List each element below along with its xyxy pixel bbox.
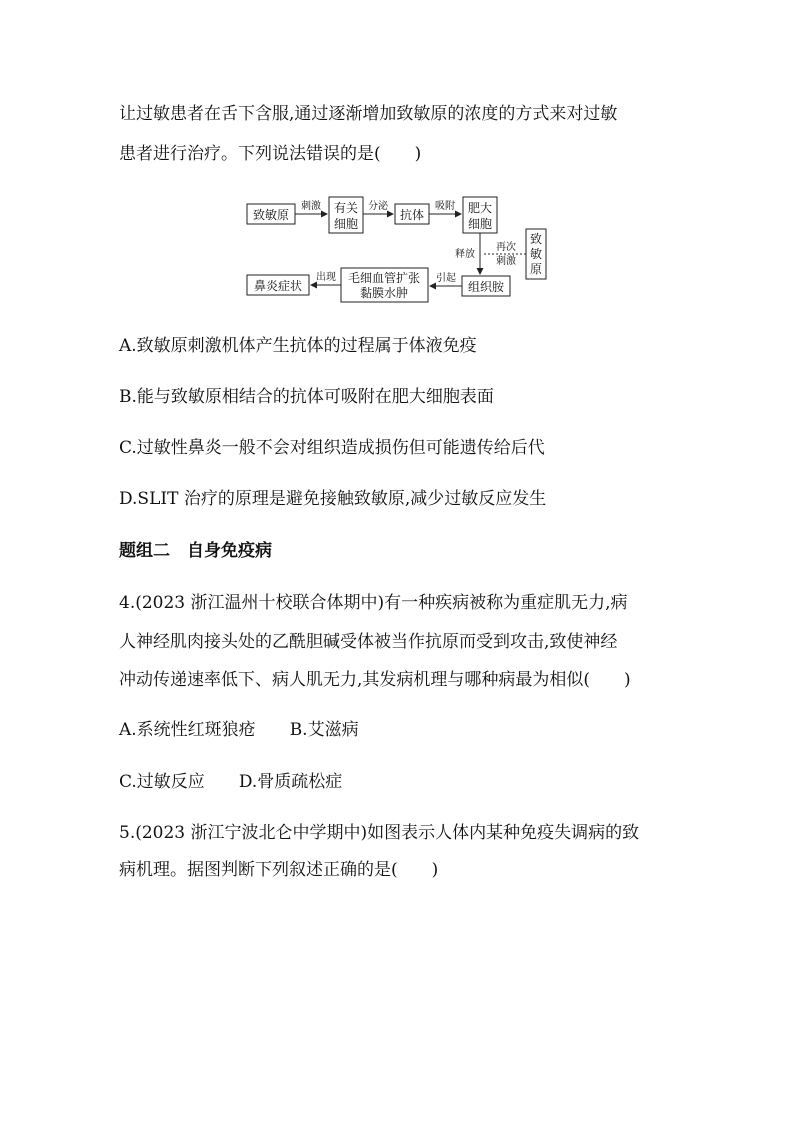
q4-option-b: B.艾滋病 — [289, 720, 359, 740]
label-secrete: 分泌 — [368, 201, 388, 212]
q3-option-d: D.SLIT 治疗的原理是避免接触致敏原,减少过敏反应发生 — [119, 489, 547, 509]
box-allergen-second-text-1: 致 — [529, 232, 543, 246]
section-title: 题组二 自身免疫病 — [119, 541, 272, 561]
q3-option-c: C.过敏性鼻炎一般不会对组织造成损伤但可能遗传给后代 — [119, 438, 545, 458]
q5-line-2: 病机理。据图判断下列叙述正确的是( ) — [119, 860, 439, 880]
q3-option-a: A.致敏原刺激机体产生抗体的过程属于体液免疫 — [119, 336, 477, 356]
box-related-cells-text-1: 有关 — [333, 201, 359, 215]
q3-stem-line-1: 让过敏患者在舌下含服,通过逐渐增加致敏原的浓度的方式来对过敏 — [119, 104, 618, 124]
q4-line-1: 4.(2023 浙江温州十校联合体期中)有一种疾病被称为重症肌无力,病 — [119, 593, 628, 613]
box-mast-cell-text-1: 肥大 — [467, 201, 493, 215]
box-antibody-text: 抗体 — [399, 208, 425, 222]
label-cause: 引起 — [436, 273, 456, 284]
label-stimulate: 刺激 — [301, 201, 321, 212]
box-histamine-text: 组织胺 — [467, 280, 505, 294]
q4-line-3: 冲动传递速率低下、病人肌无力,其发病机理与哪种病最为相似( ) — [119, 670, 631, 690]
box-symptom — [247, 275, 309, 295]
box-allergen-text: 致敏原 — [252, 208, 290, 222]
box-allergen-second-text-2: 敏 — [529, 247, 543, 261]
q5-line-1: 5.(2023 浙江宁波北仑中学期中)如图表示人体内某种免疫失调病的致 — [119, 823, 640, 843]
q3-stem-line-2: 患者进行治疗。下列说法错误的是( ) — [119, 144, 422, 164]
q4-option-a: A.系统性红斑狼疮 — [119, 720, 256, 740]
box-allergen-second-text-3: 原 — [529, 262, 543, 276]
q4-options-row-2 — [119, 774, 342, 791]
box-mast-cell-text-2: 细胞 — [467, 217, 493, 231]
box-allergen-second — [526, 229, 546, 279]
q3-option-b: B.能与致敏原相结合的抗体可吸附在肥大细胞表面 — [119, 387, 494, 407]
box-symptom-text: 鼻炎症状 — [253, 279, 303, 293]
box-mast-cell — [463, 197, 497, 233]
label-again-1: 再次 — [496, 242, 516, 253]
label-release: 释放 — [455, 249, 475, 260]
box-related-cells — [329, 197, 363, 233]
box-related-cells-text-2: 细胞 — [333, 217, 359, 231]
box-capillary-text-2: 黏膜水肿 — [359, 286, 409, 300]
label-again-2: 刺激 — [496, 256, 516, 267]
q4-option-c: C.过敏反应 — [119, 772, 205, 792]
box-capillary — [341, 268, 428, 302]
box-allergen — [247, 204, 295, 224]
q4-option-d: D.骨质疏松症 — [238, 772, 343, 792]
box-antibody — [395, 204, 429, 224]
box-histamine — [462, 276, 510, 296]
label-appear: 出现 — [316, 272, 336, 283]
box-capillary-text-1: 毛细血管扩张 — [347, 271, 421, 285]
allergy-flow-diagram — [0, 0, 794, 320]
q4-line-2: 人神经肌肉接头处的乙酰胆碱受体被当作抗原而受到攻击,致使神经 — [119, 632, 618, 652]
label-adsorb: 吸附 — [435, 201, 455, 212]
q4-options-row-1 — [119, 722, 359, 739]
